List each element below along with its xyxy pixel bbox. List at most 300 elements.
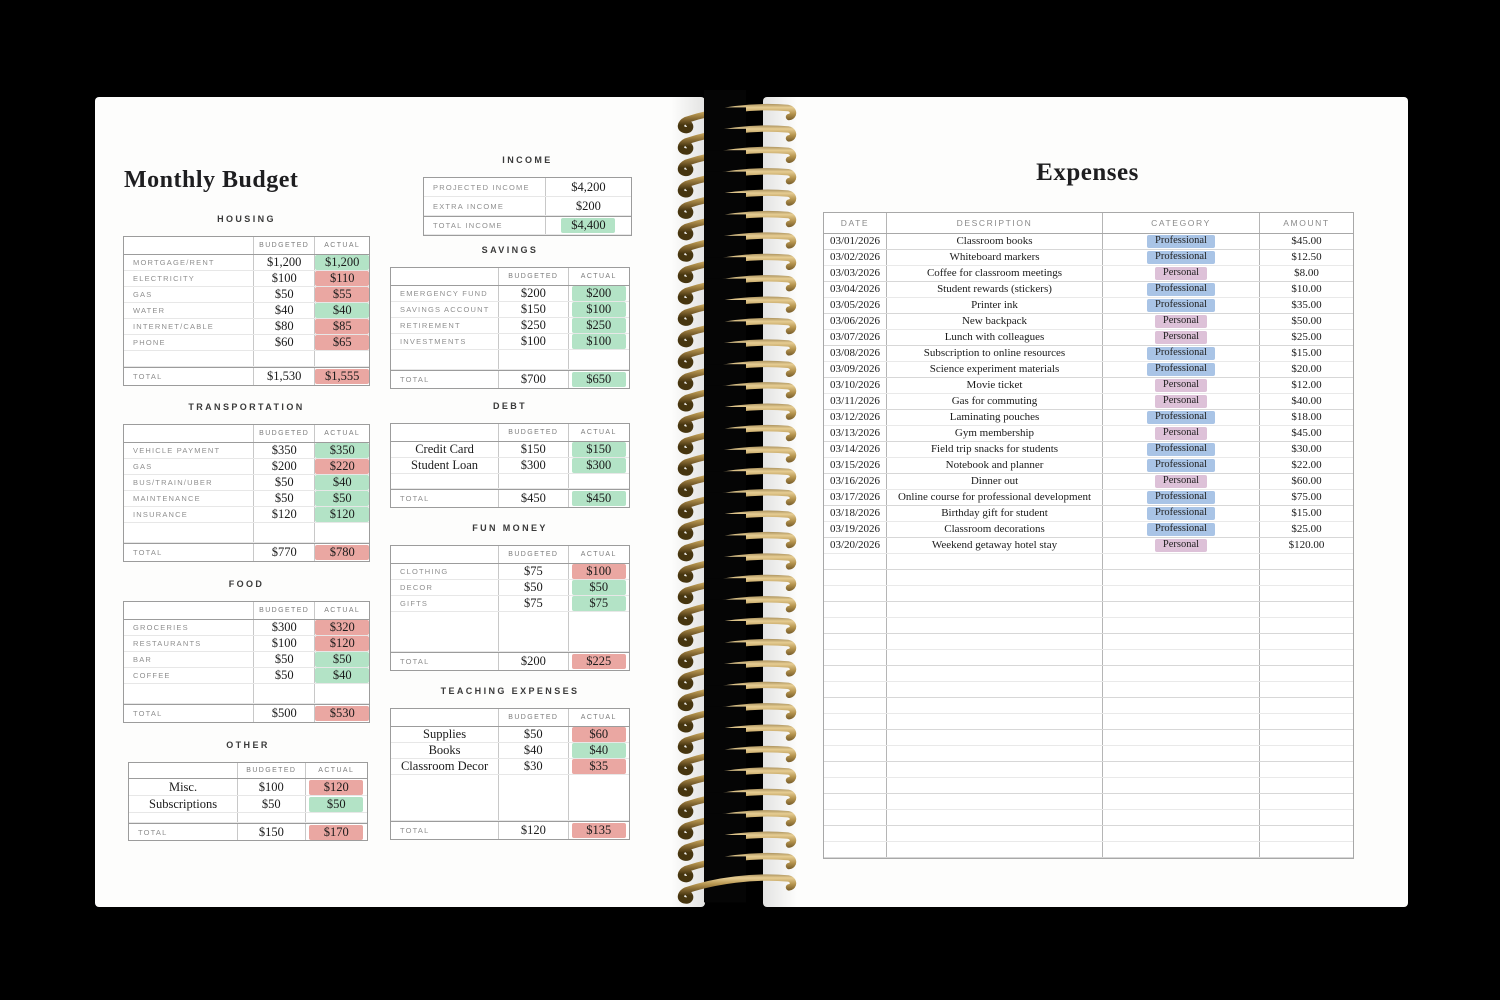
empty-cell [824, 730, 886, 745]
expense-row [824, 234, 1353, 250]
total-budgeted [498, 653, 567, 670]
actual-header-text: ACTUAL [318, 767, 355, 774]
category-cell [1102, 298, 1259, 313]
total-row [129, 823, 367, 840]
row-label-text: MORTGAGE/RENT [133, 258, 215, 267]
budgeted-value-text: $75 [523, 564, 543, 579]
date-cell [824, 314, 886, 329]
total-row [391, 652, 629, 670]
budgeted-value [253, 255, 314, 270]
table-header-row [391, 268, 629, 286]
ledger-header-text: DESCRIPTION [956, 218, 1033, 228]
budgeted-value-text: $100 [271, 636, 297, 651]
expense-amount: $75.00 [1291, 491, 1322, 503]
empty-cell [1102, 698, 1259, 713]
blank-cell [391, 775, 498, 820]
budgeted-value [253, 636, 314, 651]
actual-value-chip: $40 [315, 475, 369, 490]
empty-cell [1102, 714, 1259, 729]
budget-table-debt [390, 423, 630, 508]
row-label-text: COFFEE [133, 671, 171, 680]
actual-value-chip: $120 [315, 636, 369, 651]
budget-table-income [423, 177, 632, 236]
section-title: FOOD [228, 579, 265, 589]
actual-header [314, 602, 369, 619]
expense-amount: $30.00 [1291, 443, 1322, 455]
budgeted-value-text: $200 [271, 459, 297, 474]
budget-row [124, 491, 369, 507]
amount-cell [1259, 330, 1353, 345]
budgeted-value-text: $120 [271, 507, 297, 522]
table-header-row [391, 546, 629, 564]
income-value-text: $4,200 [571, 179, 606, 194]
empty-cell [824, 714, 886, 729]
expense-row [824, 378, 1353, 394]
category-badge: Personal [1155, 379, 1207, 392]
budgeted-header [498, 709, 567, 726]
blank-cell [124, 351, 253, 366]
row-label [124, 652, 253, 667]
actual-value [314, 475, 369, 490]
total-actual [314, 368, 369, 385]
empty-cell [1102, 842, 1259, 857]
expense-description: Science experiment materials [929, 363, 1060, 375]
expense-date: 03/04/2026 [829, 283, 881, 295]
actual-header [568, 268, 629, 285]
budgeted-value [253, 507, 314, 522]
empty-expense-row [824, 746, 1353, 762]
actual-value-chip: $100 [572, 334, 626, 349]
expense-amount: $18.00 [1291, 411, 1322, 423]
category-badge: Professional [1147, 299, 1215, 312]
actual-header-text: ACTUAL [324, 607, 361, 614]
budget-row [124, 459, 369, 475]
empty-expense-row [824, 714, 1353, 730]
total-actual [305, 824, 367, 840]
actual-value-chip: $65 [315, 335, 369, 350]
expense-row [824, 458, 1353, 474]
expense-amount: $120.00 [1288, 539, 1325, 551]
row-label-text: GAS [133, 462, 153, 471]
empty-expense-row [824, 794, 1353, 810]
total-budgeted-text: $450 [520, 491, 546, 506]
amount-cell [1259, 266, 1353, 281]
ledger-header-text: AMOUNT [1283, 218, 1330, 228]
row-label [391, 442, 498, 457]
actual-header-text: ACTUAL [580, 551, 617, 558]
expense-date: 03/15/2026 [829, 459, 881, 471]
budgeted-value [253, 303, 314, 318]
budget-table-fun-money [390, 545, 630, 671]
empty-expense-row [824, 634, 1353, 650]
actual-value-chip: $50 [315, 491, 369, 506]
empty-expense-row [824, 650, 1353, 666]
total-budgeted-text: $1,530 [267, 369, 302, 384]
description-cell [886, 442, 1102, 457]
budgeted-value [253, 620, 314, 635]
amount-cell [1259, 442, 1353, 457]
category-cell [1102, 410, 1259, 425]
budget-row [391, 727, 629, 743]
budgeted-header [253, 425, 314, 442]
empty-cell [1259, 746, 1353, 761]
budgeted-value [498, 564, 567, 579]
income-row [424, 197, 631, 216]
total-budgeted [253, 544, 314, 561]
date-cell [824, 298, 886, 313]
actual-value [568, 596, 629, 611]
header-spacer [391, 268, 498, 285]
income-value-chip: $4,400 [561, 218, 615, 233]
expense-amount: $20.00 [1291, 363, 1322, 375]
actual-value-chip: $40 [315, 668, 369, 683]
budgeted-value [498, 727, 567, 742]
category-cell [1102, 362, 1259, 377]
budgeted-value [253, 475, 314, 490]
budgeted-value [498, 334, 567, 349]
budgeted-value [253, 652, 314, 667]
budget-row [124, 475, 369, 491]
row-label [124, 303, 253, 318]
expense-date: 03/03/2026 [829, 267, 881, 279]
category-cell [1102, 426, 1259, 441]
expense-row [824, 330, 1353, 346]
total-actual [568, 490, 629, 507]
budgeted-value [498, 302, 567, 317]
actual-value-chip: $110 [315, 271, 369, 286]
table-header-row [391, 424, 629, 442]
budget-row [391, 302, 629, 318]
expense-description: Student rewards (stickers) [937, 283, 1052, 295]
date-cell [824, 266, 886, 281]
total-actual-chip: $1,555 [315, 369, 369, 384]
total-row [124, 367, 369, 385]
row-label [124, 319, 253, 334]
description-cell [886, 490, 1102, 505]
row-label [124, 636, 253, 651]
expense-amount: $50.00 [1291, 315, 1322, 327]
budgeted-value-text: $50 [274, 475, 294, 490]
budgeted-value-text: $50 [274, 652, 294, 667]
description-cell [886, 314, 1102, 329]
total-label [124, 368, 253, 385]
section-transportation [123, 402, 370, 562]
actual-value [568, 580, 629, 595]
actual-value-chip: $320 [315, 620, 369, 635]
actual-value-chip: $1,200 [315, 255, 369, 270]
budget-row [129, 796, 367, 813]
category-badge: Personal [1155, 331, 1207, 344]
budget-row [391, 458, 629, 474]
budgeted-value [253, 287, 314, 302]
total-label [391, 371, 498, 388]
budgeted-value-text: $100 [520, 334, 546, 349]
category-cell [1102, 474, 1259, 489]
date-cell [824, 378, 886, 393]
section-title: TRANSPORTATION [188, 402, 305, 412]
empty-cell [1102, 762, 1259, 777]
actual-value [314, 491, 369, 506]
empty-expense-row [824, 698, 1353, 714]
actual-value-chip: $100 [572, 302, 626, 317]
budget-row [391, 286, 629, 302]
empty-cell [824, 842, 886, 857]
total-label-text: TOTAL [400, 375, 430, 384]
row-label-text: Credit Card [415, 442, 474, 457]
actual-value [568, 334, 629, 349]
budgeted-value-text: $40 [523, 743, 543, 758]
empty-cell [1102, 666, 1259, 681]
total-actual-chip: $170 [309, 825, 363, 840]
category-badge: Professional [1147, 347, 1215, 360]
empty-cell [886, 842, 1102, 857]
empty-cell [1102, 730, 1259, 745]
budget-row [391, 318, 629, 334]
empty-cell [1102, 554, 1259, 569]
actual-header [568, 709, 629, 726]
row-label-text: BAR [133, 655, 153, 664]
category-badge: Professional [1147, 459, 1215, 472]
description-cell [886, 426, 1102, 441]
empty-cell [1102, 618, 1259, 633]
empty-cell [886, 778, 1102, 793]
row-label [391, 564, 498, 579]
date-cell [824, 474, 886, 489]
date-cell [824, 362, 886, 377]
row-label-text: RESTAURANTS [133, 639, 202, 648]
budgeted-value-text: $50 [261, 796, 281, 811]
budget-row [391, 743, 629, 759]
section-income [423, 155, 632, 236]
budgeted-value [253, 668, 314, 683]
spiral-binding [676, 90, 800, 910]
empty-cell [1259, 714, 1353, 729]
empty-cell [1102, 570, 1259, 585]
blank-row [124, 684, 369, 704]
budgeted-value-text: $50 [274, 491, 294, 506]
date-cell [824, 330, 886, 345]
description-cell [886, 266, 1102, 281]
budget-row [124, 335, 369, 351]
budgeted-header-text: BUDGETED [508, 429, 559, 436]
budgeted-header [498, 268, 567, 285]
empty-cell [1102, 794, 1259, 809]
total-budgeted [498, 490, 567, 507]
actual-value [314, 319, 369, 334]
empty-expense-row [824, 842, 1353, 858]
category-badge: Personal [1155, 539, 1207, 552]
section-food [123, 579, 370, 723]
table-header-row [129, 763, 367, 779]
category-cell [1102, 234, 1259, 249]
row-label-text: INSURANCE [133, 510, 188, 519]
empty-cell [1259, 570, 1353, 585]
row-label [124, 507, 253, 522]
actual-value [305, 796, 367, 812]
amount-cell [1259, 506, 1353, 521]
expense-description: New backpack [961, 315, 1028, 327]
actual-value [568, 564, 629, 579]
row-label [124, 620, 253, 635]
budgeted-value [498, 286, 567, 301]
total-actual [314, 544, 369, 561]
expense-row [824, 394, 1353, 410]
empty-expense-row [824, 826, 1353, 842]
empty-cell [886, 634, 1102, 649]
budgeted-value [253, 491, 314, 506]
blank-cell [498, 612, 567, 651]
expense-date: 03/19/2026 [829, 523, 881, 535]
actual-value [314, 303, 369, 318]
actual-value [568, 302, 629, 317]
blank-cell [314, 523, 369, 542]
actual-value-chip: $120 [315, 507, 369, 522]
budget-row [124, 287, 369, 303]
empty-expense-row [824, 570, 1353, 586]
empty-cell [1259, 810, 1353, 825]
actual-value [568, 458, 629, 473]
expense-row [824, 266, 1353, 282]
blank-cell [568, 474, 629, 488]
total-budgeted [237, 824, 304, 840]
budget-row [124, 271, 369, 287]
expense-date: 03/12/2026 [829, 411, 881, 423]
budgeted-value-text: $50 [523, 727, 543, 742]
empty-cell [886, 602, 1102, 617]
expense-description: Movie ticket [966, 379, 1023, 391]
category-cell [1102, 314, 1259, 329]
total-label [391, 490, 498, 507]
budgeted-header [253, 602, 314, 619]
row-label-text: EMERGENCY FUND [400, 289, 488, 298]
section-title: TEACHING EXPENSES [440, 686, 580, 696]
category-cell [1102, 282, 1259, 297]
date-cell [824, 282, 886, 297]
category-badge: Personal [1155, 395, 1207, 408]
row-label [391, 458, 498, 473]
income-row [424, 178, 631, 197]
empty-cell [1259, 682, 1353, 697]
total-budgeted-text: $500 [271, 706, 297, 721]
empty-cell [1102, 778, 1259, 793]
budget-row [391, 564, 629, 580]
date-cell [824, 522, 886, 537]
expense-amount: $22.00 [1291, 459, 1322, 471]
total-actual [568, 371, 629, 388]
empty-expense-row [824, 682, 1353, 698]
budgeted-value [498, 759, 567, 774]
description-cell [886, 394, 1102, 409]
actual-value-chip: $75 [572, 596, 626, 611]
budgeted-value-text: $75 [523, 596, 543, 611]
row-label [391, 580, 498, 595]
empty-cell [886, 586, 1102, 601]
budgeted-value [498, 442, 567, 457]
section-savings [390, 245, 630, 389]
expense-date: 03/01/2026 [829, 235, 881, 247]
category-badge: Professional [1147, 283, 1215, 296]
row-label-text: GROCERIES [133, 623, 189, 632]
date-cell [824, 346, 886, 361]
income-value [545, 217, 631, 234]
table-header-row [124, 425, 369, 443]
empty-cell [1102, 682, 1259, 697]
expense-amount: $15.00 [1291, 507, 1322, 519]
empty-cell [886, 666, 1102, 681]
actual-header [314, 237, 369, 254]
expense-description: Dinner out [970, 475, 1019, 487]
budgeted-value-text: $40 [274, 303, 294, 318]
empty-cell [1259, 586, 1353, 601]
category-badge: Personal [1155, 315, 1207, 328]
empty-expense-row [824, 586, 1353, 602]
total-budgeted [498, 822, 567, 839]
row-label [391, 334, 498, 349]
blank-cell [498, 775, 567, 820]
section-title: DEBT [492, 401, 528, 411]
expense-date: 03/10/2026 [829, 379, 881, 391]
blank-row [391, 350, 629, 370]
category-badge: Professional [1147, 235, 1215, 248]
total-budgeted-text: $770 [271, 545, 297, 560]
empty-cell [824, 698, 886, 713]
total-budgeted [253, 368, 314, 385]
total-actual [568, 653, 629, 670]
expense-row [824, 410, 1353, 426]
total-label [129, 824, 237, 840]
budgeted-value-text: $150 [520, 302, 546, 317]
expense-row [824, 282, 1353, 298]
category-cell [1102, 538, 1259, 553]
date-cell [824, 490, 886, 505]
amount-cell [1259, 474, 1353, 489]
category-badge: Personal [1155, 267, 1207, 280]
expense-date: 03/07/2026 [829, 331, 881, 343]
row-label-text: MAINTENANCE [133, 494, 201, 503]
amount-cell [1259, 314, 1353, 329]
budgeted-value-text: $50 [523, 580, 543, 595]
row-label [124, 475, 253, 490]
category-cell [1102, 506, 1259, 521]
empty-cell [824, 618, 886, 633]
blank-row [391, 775, 629, 821]
expense-row [824, 250, 1353, 266]
total-actual-chip: $135 [572, 823, 626, 838]
budgeted-header-text: BUDGETED [246, 767, 297, 774]
page-title-expenses: Expenses [1036, 159, 1139, 186]
row-label-text: DECOR [400, 583, 434, 592]
actual-value [314, 271, 369, 286]
actual-header-text: ACTUAL [580, 714, 617, 721]
actual-value [568, 759, 629, 774]
actual-value [568, 442, 629, 457]
expense-date: 03/13/2026 [829, 427, 881, 439]
row-label-text: Classroom Decor [400, 759, 489, 774]
empty-cell [1259, 650, 1353, 665]
budgeted-header-text: BUDGETED [508, 273, 559, 280]
blank-cell [305, 813, 367, 822]
actual-value-chip: $50 [572, 580, 626, 595]
budget-row [124, 319, 369, 335]
expense-date: 03/14/2026 [829, 443, 881, 455]
expense-amount: $60.00 [1291, 475, 1322, 487]
budget-row [124, 255, 369, 271]
blank-cell [498, 474, 567, 488]
description-cell [886, 506, 1102, 521]
actual-value-chip: $50 [309, 797, 363, 812]
expense-date: 03/08/2026 [829, 347, 881, 359]
description-cell [886, 346, 1102, 361]
